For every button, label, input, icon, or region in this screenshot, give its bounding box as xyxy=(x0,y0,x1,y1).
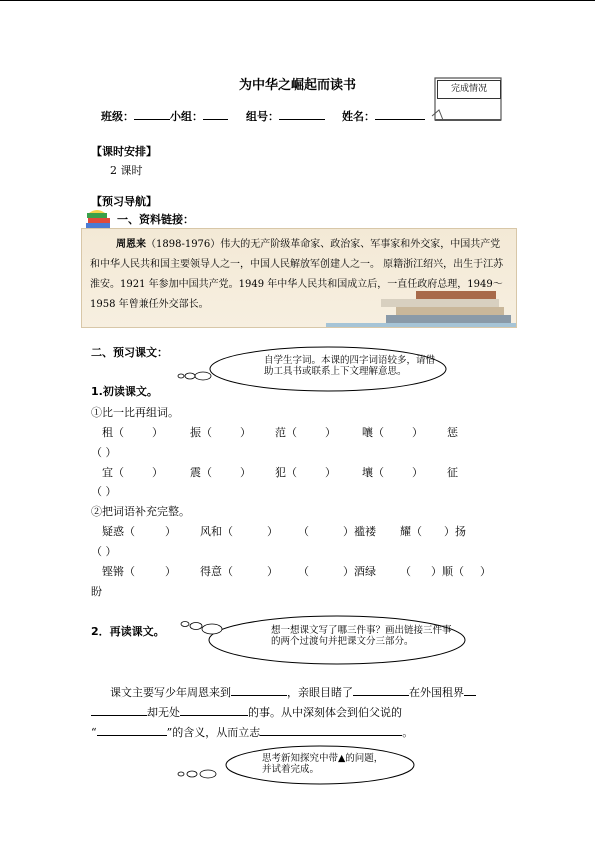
line1-blank-2[interactable] xyxy=(353,684,409,696)
row2-close: ） xyxy=(152,466,163,479)
row1-char: 振（ xyxy=(190,426,212,439)
row2-cont[interactable]: （ ） xyxy=(91,485,117,498)
row3-close: ）褴褛 xyxy=(343,525,376,538)
row4-mid: ）顺（ xyxy=(431,565,464,578)
reading1-task2: ②把词语补充完整。 xyxy=(91,505,190,518)
group-label: 小组： xyxy=(170,110,203,123)
row4-item4 xyxy=(400,563,491,579)
row4-part: （ xyxy=(298,565,309,578)
bio-body: （1898-1976）伟大的无产阶级革命家、政治家、军事家和外交家，中国共产党和中华人民共和国主要领导人之一，中国人民解放军创建人之一。 原籍浙江绍兴，出生于江苏淮安。1921 年参加中国共产党。1949 年中华人民共和国成立后，一直任政府总理，1949～1958 年曾兼任外交部长。 xyxy=(90,239,504,310)
row1-char: 嚷（ xyxy=(362,426,384,439)
bubble-3-text: 思考新知探究中带▲的问题，并试着完成。 xyxy=(262,753,384,775)
group-input[interactable] xyxy=(203,108,228,120)
line3-blank-2[interactable] xyxy=(260,724,402,736)
schedule-heading: 【课时安排】 xyxy=(91,145,157,158)
row2-item1 xyxy=(102,464,163,480)
info-panel xyxy=(81,228,517,328)
row1-blank[interactable] xyxy=(124,425,152,436)
row2-blank[interactable] xyxy=(297,465,325,476)
row2-close: ） xyxy=(240,466,251,479)
row3-part: （ xyxy=(298,525,309,538)
section1-title: 一、资料链接： xyxy=(117,213,194,226)
row1-close: ） xyxy=(412,426,423,439)
line1-text-c: 在外国租界 xyxy=(409,686,464,699)
row3-item4 xyxy=(400,523,466,539)
row1-close: ） xyxy=(240,426,251,439)
row1-blank[interactable] xyxy=(212,425,240,436)
group-no-input[interactable] xyxy=(279,108,325,120)
row3-blank[interactable] xyxy=(233,524,267,535)
reading2-title: 2．再读课文。 xyxy=(91,625,165,638)
class-input[interactable] xyxy=(134,108,170,120)
row3-blank[interactable] xyxy=(309,524,343,535)
row2-char: 震（ xyxy=(190,466,212,479)
line2-text-a: 却无处 xyxy=(147,706,180,719)
line1-text-b: ，亲眼目睹了 xyxy=(287,686,353,699)
row1-item4 xyxy=(362,424,423,440)
row2-blank[interactable] xyxy=(124,465,152,476)
row3-item1 xyxy=(102,523,176,539)
row2-char: 宜（ xyxy=(102,466,124,479)
reading1-title: 1.初读课文。 xyxy=(91,385,158,398)
row2-char: 壤（ xyxy=(362,466,384,479)
class-field xyxy=(101,108,228,124)
row2-item2 xyxy=(190,464,251,480)
row4-cont: 盼 xyxy=(91,585,102,598)
section2-title: 二、预习课文： xyxy=(91,346,168,359)
group-no-label: 组号： xyxy=(246,110,279,123)
row1-item1 xyxy=(102,424,163,440)
reading2-line2 xyxy=(91,704,402,720)
row2-item4 xyxy=(362,464,423,480)
row4-part: 铿锵（ xyxy=(102,565,135,578)
books-decoration xyxy=(326,287,516,327)
class-label: 班级： xyxy=(101,110,134,123)
top-rule xyxy=(0,0,595,1)
row2-item3 xyxy=(275,464,336,480)
row2-char: 犯（ xyxy=(275,466,297,479)
reading1-task1: ①比一比再组词。 xyxy=(91,406,179,419)
row2-blank[interactable] xyxy=(384,465,412,476)
row1-close: ） xyxy=(325,426,336,439)
line2-blank-2[interactable] xyxy=(180,704,248,716)
row3-part: 疑惑（ xyxy=(102,525,135,538)
bio-name: 周恩来 xyxy=(116,239,146,250)
row4-close: ） xyxy=(267,565,278,578)
row3-item2 xyxy=(200,523,278,539)
status-label: 完成情况 xyxy=(437,80,501,99)
row3-part: 风和（ xyxy=(200,525,233,538)
line1-blank-1[interactable] xyxy=(231,684,287,696)
row2-close: ） xyxy=(325,466,336,479)
row4-part: （ xyxy=(400,565,411,578)
name-label: 姓名： xyxy=(342,110,375,123)
row2-blank[interactable] xyxy=(212,465,240,476)
row2-item5: 征 xyxy=(447,466,458,479)
row4-blank[interactable] xyxy=(309,564,343,575)
row3-blank[interactable] xyxy=(135,524,165,535)
row3-close: ） xyxy=(165,525,176,538)
line3-text-c: 。 xyxy=(402,726,414,739)
line3-text-a: “ xyxy=(91,726,97,739)
bubble-1-text: 自学生字词。本课的四字词语较多，请借助工具书或联系上下文理解意思。 xyxy=(264,355,436,377)
row3-close: ） xyxy=(267,525,278,538)
row1-item2 xyxy=(190,424,251,440)
schedule-value: 2 课时 xyxy=(110,164,143,177)
line3-text-b: ”的含义，从而立志 xyxy=(166,726,261,739)
row1-blank[interactable] xyxy=(384,425,412,436)
row1-char: 范（ xyxy=(275,426,297,439)
row4-part: 得意（ xyxy=(200,565,233,578)
row3-close: ）扬 xyxy=(444,525,466,538)
line2-blank-1[interactable] xyxy=(91,704,147,716)
row3-cont[interactable]: （ ） xyxy=(91,545,117,558)
row4-item3 xyxy=(298,563,376,579)
page-title: 为中华之崛起而读书 xyxy=(238,78,356,93)
row3-blank[interactable] xyxy=(422,524,444,535)
row1-blank[interactable] xyxy=(297,425,325,436)
reading2-line1 xyxy=(110,684,476,700)
row4-blank[interactable] xyxy=(135,564,165,575)
line2-text-b: 的事。从中深刻体会到伯父说的 xyxy=(248,706,402,719)
row1-item5: 惩 xyxy=(447,426,458,439)
name-input[interactable] xyxy=(375,108,425,120)
row4-item1 xyxy=(102,563,176,579)
preview-heading: 【预习导航】 xyxy=(91,195,157,208)
row4-close: ） xyxy=(480,565,491,578)
row4-blank[interactable] xyxy=(464,564,480,575)
row4-item2 xyxy=(200,563,278,579)
row1-item3 xyxy=(275,424,336,440)
line3-blank-1[interactable] xyxy=(97,724,167,736)
status-box xyxy=(431,76,503,122)
name-field xyxy=(342,108,425,124)
line1-blank-3[interactable] xyxy=(464,684,476,696)
row4-blank[interactable] xyxy=(233,564,267,575)
row4-close: ） xyxy=(165,565,176,578)
row1-cont[interactable]: （ ） xyxy=(91,446,117,459)
group-no-field xyxy=(246,108,325,124)
row3-item3 xyxy=(298,523,376,539)
row1-char: 租（ xyxy=(102,426,124,439)
row4-close: ）酒绿 xyxy=(343,565,376,578)
row2-close: ） xyxy=(412,466,423,479)
line1-text-a: 课文主要写少年周恩来到 xyxy=(110,686,231,699)
reading2-line3 xyxy=(91,724,413,740)
row3-part: 耀（ xyxy=(400,525,422,538)
row1-close: ） xyxy=(152,426,163,439)
row4-blank[interactable] xyxy=(411,564,431,575)
bubble-2-text: 想一想课文写了哪三件事？画出链接三件事的两个过渡句并把课文分三部分。 xyxy=(271,625,452,647)
